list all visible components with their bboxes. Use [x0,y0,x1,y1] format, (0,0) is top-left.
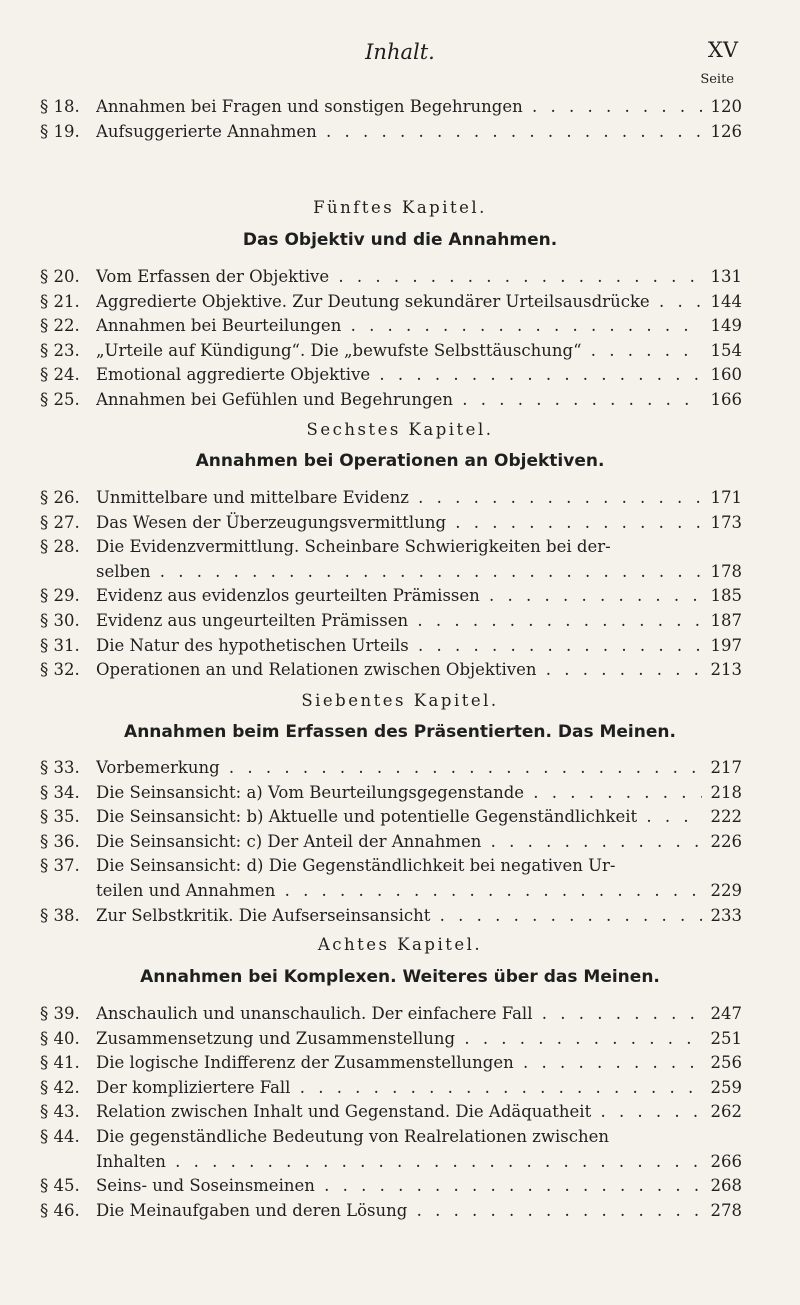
section-title: Evidenz aus ungeurteilten Prämissen . . . [96,609,702,633]
toc-entry [40,511,742,535]
section-number: § 36. [40,831,80,851]
section-number: § 42. [40,1077,80,1097]
section-title: Die Meinaufgaben und deren Lösung . . . [96,1199,702,1223]
toc-entry [40,265,742,289]
section-page: 131 [710,267,742,286]
section-page: 222 [710,807,742,827]
section-page: 229 [710,881,742,900]
section-number: § 38. [40,905,80,925]
toc-entry [40,756,742,780]
chapter-title: Siebentes Kapitel. [301,691,499,710]
toc-entry [40,805,742,829]
section-title: Annahmen bei Beurteilungen . . . [96,314,702,338]
toc-entry [40,290,742,314]
toc-entry [40,1199,742,1223]
section-number: § 45. [40,1176,80,1196]
section-page: 262 [710,1102,742,1122]
section-title: teilen und Annahmen . . . [96,879,702,903]
section-number: § 37. [40,856,80,876]
section-title: Inhalten . . . [96,1150,702,1174]
section-page: 278 [710,1200,742,1220]
running-header-title: Inhalt. [365,40,435,64]
section-title: Aggredierte Objektive. Zur Deutung sekundärer Urteilsausdrücke . . . [96,290,702,314]
toc-entry [40,1051,742,1075]
section-page: 166 [710,390,742,409]
toc-entry [40,879,742,903]
section-number: § 44. [40,1127,80,1146]
section-page: 178 [710,561,742,581]
section-title: Der kompliziertere Fall . . . [96,1076,702,1100]
toc-entry [40,1125,742,1149]
toc-entry [40,314,742,338]
toc-entry [40,658,742,682]
section-number: § 19. [40,121,80,141]
section-number: § 35. [40,807,80,827]
section-title: Vorbemerkung . . . [96,756,702,780]
toc-entry [40,584,742,608]
section-number: § 21. [40,291,80,311]
section-title: Die logische Indifferenz der Zusammenstellungen . . . [96,1051,702,1075]
section-number: § 23. [40,340,80,360]
section-title: selben . . . [96,560,702,584]
toc-entry [40,1076,742,1100]
toc-entry [40,854,742,878]
section-page: 266 [710,1151,742,1171]
section-number: § 18. [40,97,80,116]
section-number: § 27. [40,512,80,532]
section-number: § 24. [40,365,80,385]
page-column-label: Seite [700,72,734,87]
section-page: 259 [710,1077,742,1097]
section-number: § 25. [40,390,80,409]
section-number: § 22. [40,316,80,336]
toc-entry [40,560,742,584]
section-number: § 39. [40,1004,80,1023]
toc-entry [40,634,742,658]
section-number: § 30. [40,611,80,630]
section-page: 268 [710,1176,742,1196]
toc-entry [40,120,742,144]
section-page: 256 [710,1053,742,1073]
section-page: 144 [710,291,742,311]
section-page: 217 [710,758,742,777]
toc-entry [40,830,742,854]
toc-entry [40,609,742,633]
section-number: § 34. [40,782,80,802]
section-number: § 32. [40,660,80,680]
section-title: Vom Erfassen der Objektive . . . [96,265,702,289]
toc-entry [40,388,742,412]
section-page: 120 [710,97,742,116]
section-title: Die Seinsansicht: d) Die Gegenständlichkeit bei negativen Ur- [96,856,616,876]
toc-entry [40,1027,742,1051]
section-page: 187 [710,611,742,630]
section-number: § 33. [40,758,80,777]
section-page: 160 [710,365,742,385]
chapter-subtitle: Annahmen bei Operationen an Objektiven. [195,451,605,471]
section-number: § 40. [40,1028,80,1048]
section-title: Emotional aggredierte Objektive . . . [96,363,702,387]
section-page: 154 [710,340,742,360]
section-number: § 43. [40,1102,80,1122]
section-title: Operationen an und Relationen zwischen Objektiven . . . [96,658,702,682]
section-page: 251 [710,1028,742,1048]
section-title: Die Seinsansicht: a) Vom Beurteilungsgegenstande . . . [96,781,702,805]
section-number: § 28. [40,537,80,557]
toc-entry [40,781,742,805]
section-page: 173 [710,512,742,532]
toc-entry [40,1002,742,1026]
section-page: 218 [710,782,742,802]
toc-entry [40,339,742,363]
section-title: Seins- und Soseinsmeinen . . . [96,1174,702,1198]
toc-entry [40,1100,742,1124]
section-page: 126 [710,121,742,141]
chapter-title: Fünftes Kapitel. [313,198,487,217]
toc-entry [40,486,742,510]
section-title: Zusammensetzung und Zusammenstellung . . . [96,1027,702,1051]
section-page: 185 [710,586,742,606]
section-title: Zur Selbstkritik. Die Aufserseinsansicht . . . [96,904,702,928]
section-page: 226 [710,831,742,851]
section-title: Die Seinsansicht: c) Der Anteil der Annahmen . . . [96,830,702,854]
section-title: Die gegenständliche Bedeutung von Realrelationen zwischen [96,1127,610,1146]
chapter-subtitle: Das Objektiv und die Annahmen. [242,230,558,250]
section-page: 149 [710,316,742,336]
toc-entry [40,1174,742,1198]
section-title: Annahmen bei Fragen und sonstigen Begehrungen . . . [96,95,702,119]
section-page: 171 [710,488,742,507]
toc-entry [40,95,742,119]
section-title: Annahmen bei Gefühlen und Begehrungen . . . [96,388,702,412]
section-title: Anschaulich und unanschaulich. Der einfachere Fall . . . [96,1002,702,1026]
section-title: Die Seinsansicht: b) Aktuelle und potentielle Gegenständlichkeit . . . [96,805,702,829]
section-page: 233 [710,905,742,925]
section-number: § 20. [40,267,80,286]
section-title: „Urteile auf Kündigung“. Die „bewufste Selbsttäuschung“ . . . [96,339,702,363]
section-page: 213 [710,660,742,680]
section-title: Die Evidenzvermittlung. Scheinbare Schwierigkeiten bei der- [96,537,611,557]
section-number: § 29. [40,586,80,606]
section-number: § 41. [40,1053,80,1073]
toc-entry [40,1150,742,1174]
chapter-title: Sechstes Kapitel. [306,420,494,439]
section-title: Unmittelbare und mittelbare Evidenz . . . [96,486,702,510]
toc-entry [40,535,742,559]
section-title: Die Natur des hypothetischen Urteils . . . [96,634,702,658]
toc-entry [40,904,742,928]
toc-entry [40,363,742,387]
section-title: Evidenz aus evidenzlos geurteilten Prämissen . . . [96,584,702,608]
section-page: 247 [710,1004,742,1023]
chapter-title: Achtes Kapitel. [317,935,483,954]
section-number: § 31. [40,635,80,655]
page-number: XV [707,38,738,62]
section-title: Aufsuggerierte Annahmen . . . [96,120,702,144]
section-number: § 26. [40,488,80,507]
section-number: § 46. [40,1200,80,1220]
chapter-subtitle: Annahmen beim Erfassen des Präsentierten. Das Meinen. [124,722,676,742]
section-title: Das Wesen der Überzeugungsvermittlung . . . [96,511,702,535]
section-title: Relation zwischen Inhalt und Gegenstand. Die Adäquatheit . . . [96,1100,702,1124]
section-page: 197 [710,635,742,655]
chapter-subtitle: Annahmen bei Komplexen. Weiteres über das Meinen. [140,967,660,987]
